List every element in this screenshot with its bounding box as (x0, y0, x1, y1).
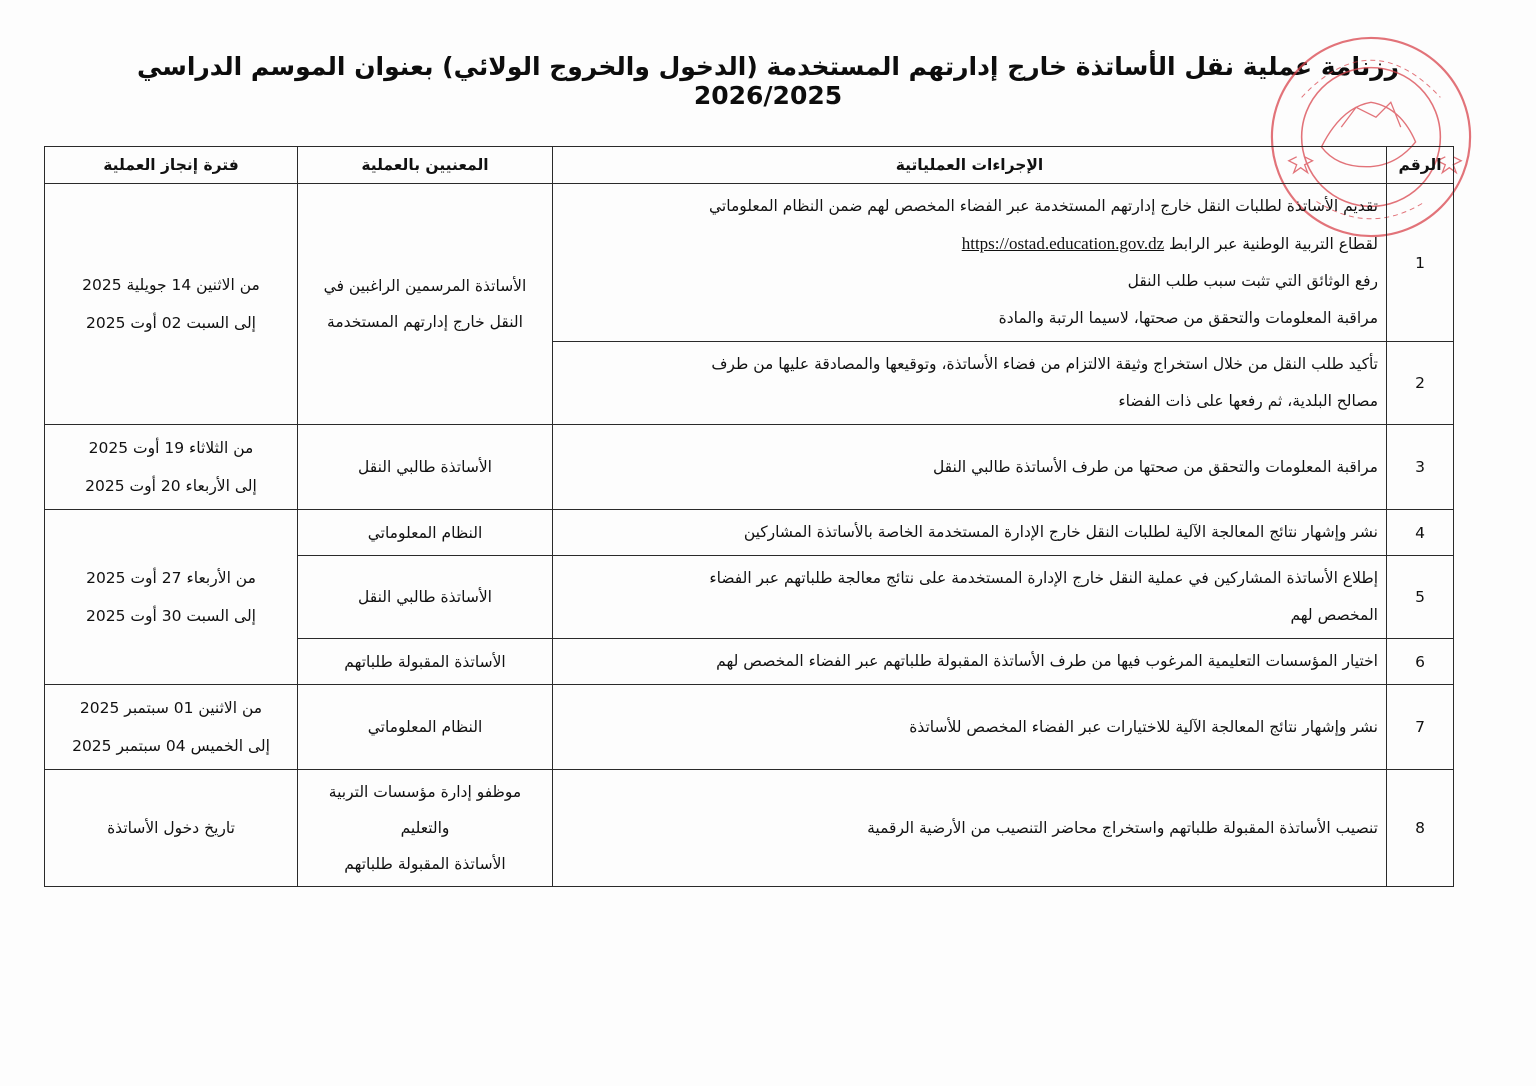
table-row (45, 425, 1454, 510)
procedure-line: مراقبة المعلومات والتحقق من صحتها من طرف الأساتذة طالبي النقل (932, 457, 1378, 476)
header-number: الرقم (1387, 147, 1454, 184)
procedure-cell (553, 342, 1387, 425)
period-start: من الثلاثاء 19 أوت 2025 (88, 439, 254, 457)
header-procedures: الإجراءات العملياتية (553, 147, 1387, 184)
table-header-row (45, 147, 1454, 184)
header-period: فترة إنجاز العملية (45, 147, 298, 184)
procedure-line (561, 225, 1378, 263)
procedure-line: اختيار المؤسسات التعليمية المرغوب فيها من طرف الأساتذة المقبولة طلباتهم عبر الفضاء المخصص لهم (716, 652, 1378, 670)
procedure-line: مصالح البلدية، ثم رفعها على ذات الفضاء (1118, 392, 1378, 410)
period-end: إلى الأربعاء 20 أوت 2025 (85, 477, 257, 495)
concerned-line: موظفو إدارة مؤسسات التربية (328, 783, 522, 801)
row-number: 8 (1387, 770, 1454, 887)
concerned-cell: الأساتذة طالبي النقل (298, 556, 553, 639)
period-start: من الاثنين 14 جويلية 2025 (82, 276, 260, 294)
row-number: 5 (1387, 556, 1454, 639)
concerned-line: الأساتذة المقبولة طلباتهم (344, 855, 506, 873)
table-row (45, 510, 1454, 556)
procedure-cell (553, 510, 1387, 556)
period-cell: تاريخ دخول الأساتذة (45, 770, 298, 887)
page-title: رزنامة عملية نقل الأساتذة خارج إدارتهم المستخدمة (الدخول والخروج الولائي) بعنوان الموسم الدراسي 2026/2025 (136, 52, 1400, 110)
period-cell (45, 425, 298, 510)
table-row (45, 770, 1454, 887)
table-row (45, 184, 1454, 342)
procedure-line: إطلاع الأساتذة المشاركين في عملية النقل خارج الإدارة المستخدمة على نتائج معالجة طلباتهم عبر الفضاء (709, 569, 1378, 587)
concerned-line: الأساتذة المرسمين الراغبين في (323, 277, 527, 295)
period-end: إلى السبت 30 أوت 2025 (86, 607, 256, 625)
procedure-line: تقديم الأساتذة لطلبات النقل خارج إدارتهم المستخدمة عبر الفضاء المخصص لهم ضمن النظام المعلوماتي (709, 197, 1378, 215)
row-number: 1 (1387, 184, 1454, 342)
row-number: 6 (1387, 639, 1454, 685)
row-number: 7 (1387, 685, 1454, 770)
period-end: إلى الخميس 04 سبتمبر 2025 (72, 737, 270, 755)
concerned-cell: النظام المعلوماتي (298, 510, 553, 556)
procedure-text: لقطاع التربية الوطنية عبر الرابط (1169, 235, 1378, 253)
table-row (45, 685, 1454, 770)
concerned-cell: الأساتذة طالبي النقل (298, 425, 553, 510)
schedule-table (44, 146, 1454, 887)
procedure-line: تنصيب الأساتذة المقبولة طلباتهم واستخراج محاضر التنصيب من الأرضية الرقمية (867, 818, 1378, 837)
procedure-cell (553, 770, 1387, 887)
concerned-cell (298, 184, 553, 425)
row-number: 2 (1387, 342, 1454, 425)
concerned-cell: الأساتذة المقبولة طلباتهم (298, 639, 553, 685)
procedure-line: رفع الوثائق التي تثبت سبب طلب النقل (1127, 272, 1378, 290)
procedure-line: تأكيد طلب النقل من خلال استخراج وثيقة الالتزام من فضاء الأساتذة، وتوقيعها والمصادقة عليها من طرف (711, 355, 1378, 373)
procedure-line: المخصص لهم (1290, 606, 1378, 624)
concerned-line: والتعليم (400, 819, 450, 837)
procedure-line: مراقبة المعلومات والتحقق من صحتها، لاسيما الرتبة والمادة (998, 309, 1378, 327)
period-start: من الاثنين 01 سبتمبر 2025 (79, 699, 263, 717)
concerned-line: النقل خارج إدارتهم المستخدمة (327, 313, 523, 331)
concerned-cell (298, 770, 553, 887)
procedure-cell (553, 556, 1387, 639)
concerned-cell: النظام المعلوماتي (298, 685, 553, 770)
row-number: 3 (1387, 425, 1454, 510)
procedure-cell (553, 184, 1387, 342)
period-start: من الأربعاء 27 أوت 2025 (86, 569, 256, 587)
period-cell (45, 510, 298, 685)
procedure-cell (553, 685, 1387, 770)
period-end: إلى السبت 02 أوت 2025 (86, 314, 256, 332)
row-number: 4 (1387, 510, 1454, 556)
period-cell (45, 184, 298, 425)
procedure-line: نشر وإشهار نتائج المعالجة الآلية لطلبات النقل خارج الإدارة المستخدمة الخاصة بالأساتذة المشاركين (743, 523, 1378, 541)
period-cell (45, 685, 298, 770)
procedure-cell (553, 425, 1387, 510)
ostad-link[interactable]: https://ostad.education.gov.dz (961, 234, 1165, 253)
procedure-line: نشر وإشهار نتائج المعالجة الآلية للاختيارات عبر الفضاء المخصص للأساتذة (909, 717, 1378, 736)
header-concerned: المعنيين بالعملية (298, 147, 553, 184)
procedure-cell (553, 639, 1387, 685)
